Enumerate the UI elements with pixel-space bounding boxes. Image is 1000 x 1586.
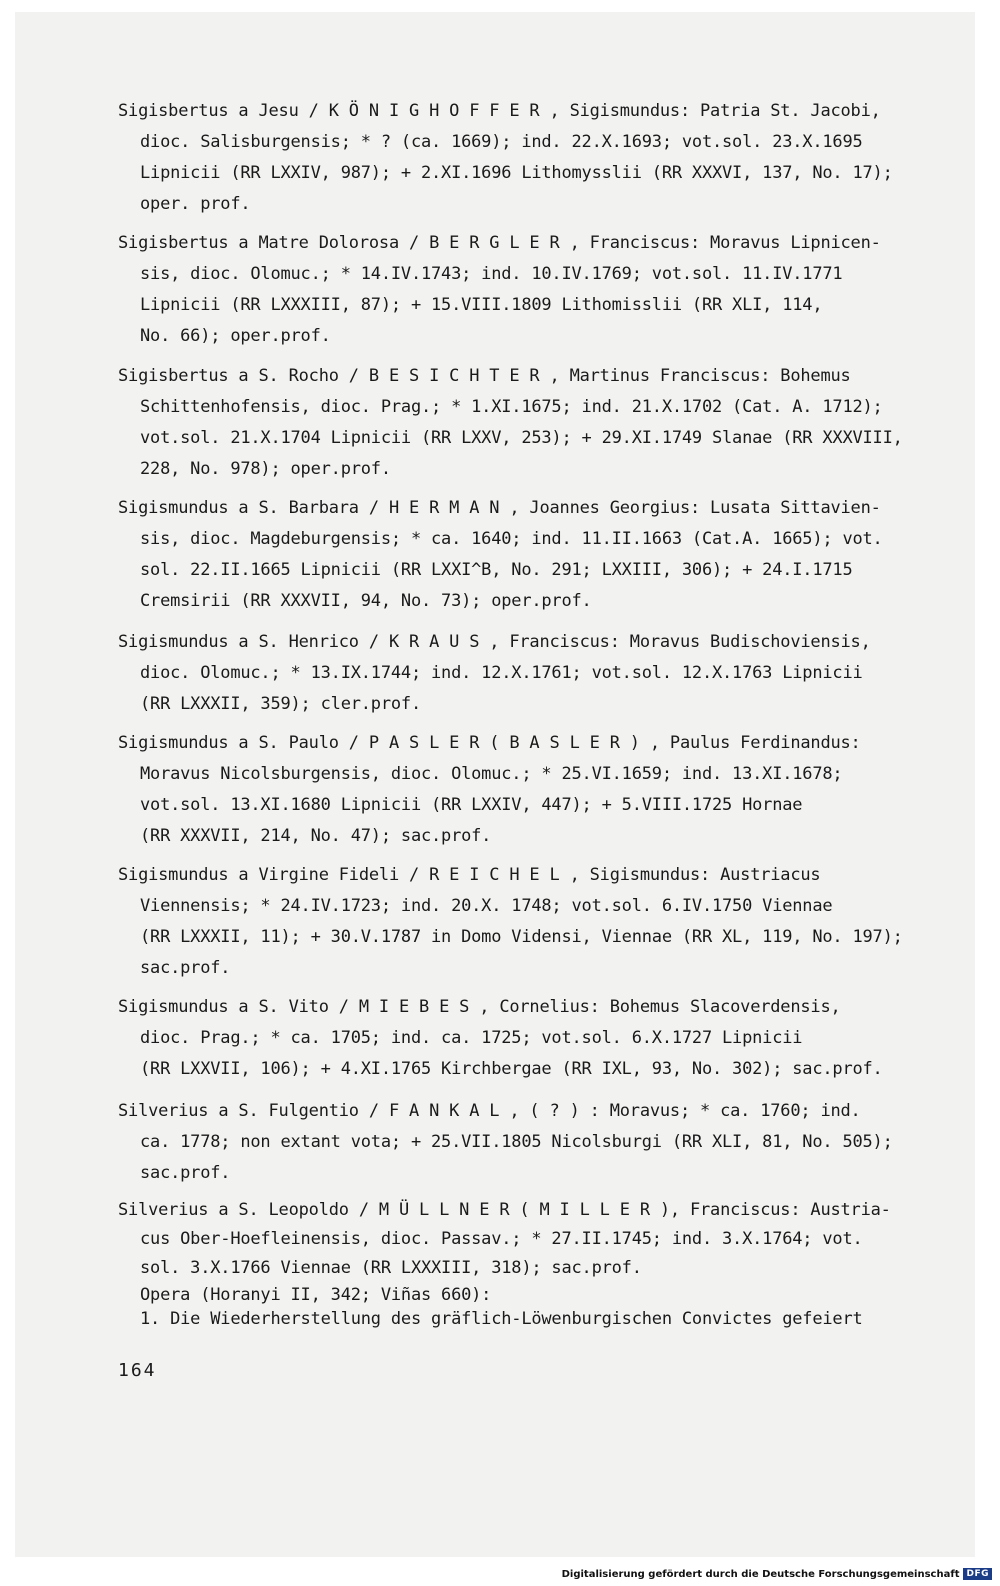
entry-line: Silverius a S. Fulgentio / F A N K A L , ( ? ) : Moravus; * ca. 1760; ind. [118, 1101, 861, 1121]
entry-line: sac.prof. [140, 958, 231, 978]
entry-line: Lipnicii (RR LXXXIII, 87); + 15.VIII.1809 Lithomisslii (RR XLI, 114, [140, 295, 823, 315]
entry-line: (RR XXXVII, 214, No. 47); sac.prof. [140, 826, 492, 846]
register-entry [118, 992, 918, 1085]
entry-line: Sigismundus a S. Vito / M I E B E S , Cornelius: Bohemus Slacoverdensis, [118, 997, 841, 1017]
entry-line: Sigisbertus a Jesu / K Ö N I G H O F F E R , Sigismundus: Patria St. Jacobi, [118, 101, 881, 121]
entry-line: Moravus Nicolsburgensis, dioc. Olomuc.; * 25.VI.1659; ind. 13.XI.1678; [140, 764, 843, 784]
entry-line: sol. 22.II.1665 Lipnicii (RR LXXI^B, No. 291; LXXIII, 306); + 24.I.1715 [140, 560, 853, 580]
entry-line: Viennensis; * 24.IV.1723; ind. 20.X. 1748; vot.sol. 6.IV.1750 Viennae [140, 896, 833, 916]
digitization-footer [562, 1568, 992, 1580]
entry-line: Schittenhofensis, dioc. Prag.; * 1.XI.1675; ind. 21.X.1702 (Cat. A. 1712); [140, 397, 883, 417]
entry-line: Sigismundus a S. Paulo / P A S L E R ( B A S L E R ) , Paulus Ferdinandus: [118, 733, 861, 753]
entry-line: sac.prof. [140, 1163, 231, 1183]
entry-line: Silverius a S. Leopoldo / M Ü L L N E R ( M I L L E R ), Franciscus: Austria- [118, 1200, 891, 1220]
entry-line: (RR LXXXII, 11); + 30.V.1787 in Domo Vidensi, Viennae (RR XL, 119, No. 197); [140, 927, 903, 947]
entry-line: Opera (Horanyi II, 342; Viñas 660): [140, 1285, 492, 1305]
entry-line: Sigismundus a Virgine Fideli / R E I C H E L , Sigismundus: Austriacus [118, 865, 821, 885]
entry-line: Sigismundus a S. Barbara / H E R M A N , Joannes Georgius: Lusata Sittavien- [118, 498, 881, 518]
register-entry [118, 361, 918, 485]
entry-line: vot.sol. 13.XI.1680 Lipnicii (RR LXXIV, 447); + 5.VIII.1725 Hornae [140, 795, 803, 815]
entry-line: Sigisbertus a S. Rocho / B E S I C H T E R , Martinus Franciscus: Bohemus [118, 366, 851, 386]
entry-line: No. 66); oper.prof. [140, 326, 331, 346]
register-entry [118, 96, 918, 220]
entry-line: (RR LXXXII, 359); cler.prof. [140, 694, 421, 714]
register-entry [118, 728, 918, 852]
register-entry [118, 1096, 918, 1189]
register-entry [118, 627, 918, 720]
footer-text: Digitalisierung gefördert durch die Deutsche Forschungsgemeinschaft [561, 1568, 960, 1580]
entry-line: (RR LXXVII, 106); + 4.XI.1765 Kirchbergae (RR IXL, 93, No. 302); sac.prof. [140, 1059, 883, 1079]
entry-line: Lipnicii (RR LXXIV, 987); + 2.XI.1696 Lithomysslii (RR XXXVI, 137, No. 17); [140, 163, 893, 183]
entry-line: sis, dioc. Magdeburgensis; * ca. 1640; ind. 11.II.1663 (Cat.A. 1665); vot. [140, 529, 883, 549]
entry-line: oper. prof. [140, 194, 251, 214]
entry-line: dioc. Olomuc.; * 13.IX.1744; ind. 12.X.1761; vot.sol. 12.X.1763 Lipnicii [140, 663, 863, 683]
entry-line: sol. 3.X.1766 Viennae (RR LXXXIII, 318); sac.prof. [140, 1258, 642, 1278]
page-number: 164 [118, 1360, 157, 1381]
register-entry [118, 493, 918, 617]
entry-line: Cremsirii (RR XXXVII, 94, No. 73); oper.prof. [140, 591, 592, 611]
register-entry [118, 1196, 918, 1331]
entry-line: sis, dioc. Olomuc.; * 14.IV.1743; ind. 10.IV.1769; vot.sol. 11.IV.1771 [140, 264, 843, 284]
register-entry [118, 860, 918, 984]
entry-line: 1. Die Wiederherstellung des gräflich-Löwenburgischen Convictes gefeiert [140, 1309, 863, 1329]
entry-line: dioc. Salisburgensis; * ? (ca. 1669); ind. 22.X.1693; vot.sol. 23.X.1695 [140, 132, 863, 152]
entry-line: Sigismundus a S. Henrico / K R A U S , Franciscus: Moravus Budischoviensis, [118, 632, 871, 652]
dfg-logo: DFG [963, 1568, 992, 1580]
entry-line: Sigisbertus a Matre Dolorosa / B E R G L E R , Franciscus: Moravus Lipnicen- [118, 233, 881, 253]
entry-line: dioc. Prag.; * ca. 1705; ind. ca. 1725; vot.sol. 6.X.1727 Lipnicii [140, 1028, 803, 1048]
entry-line: ca. 1778; non extant vota; + 25.VII.1805 Nicolsburgi (RR XLI, 81, No. 505); [140, 1132, 893, 1152]
entry-line: cus Ober-Hoefleinensis, dioc. Passav.; * 27.II.1745; ind. 3.X.1764; vot. [140, 1229, 863, 1249]
register-entry [118, 228, 918, 352]
entry-line: vot.sol. 21.X.1704 Lipnicii (RR LXXV, 253); + 29.XI.1749 Slanae (RR XXXVIII, [140, 428, 903, 448]
entry-line: 228, No. 978); oper.prof. [140, 459, 391, 479]
